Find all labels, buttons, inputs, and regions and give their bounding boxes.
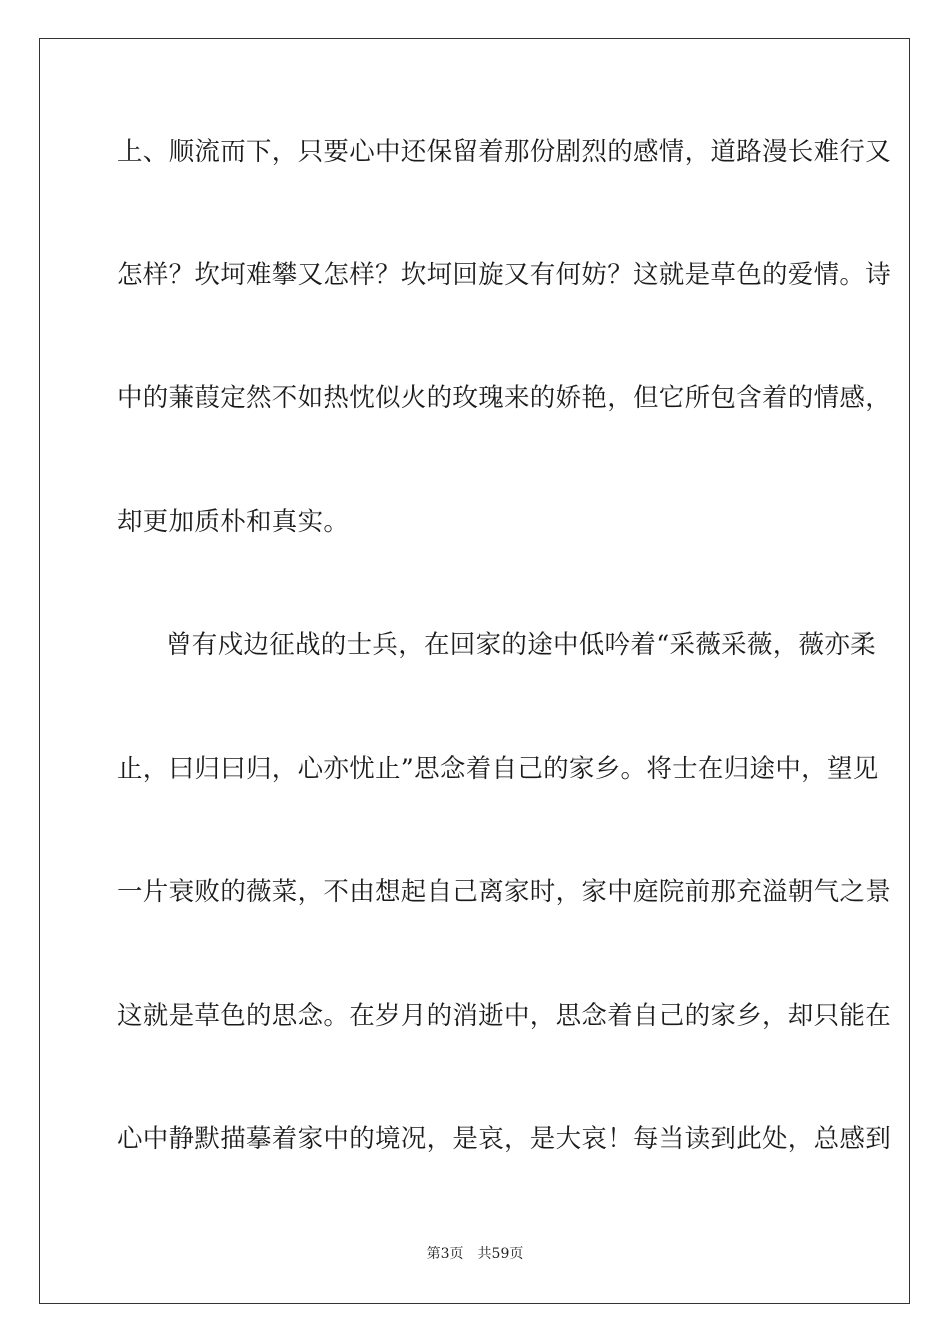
body-text-line-4: 却更加质朴和真实。 — [117, 507, 350, 537]
body-text-line-9: 心中静默描摹着家中的境况，是哀，是大哀！每当读到此处，总感到 — [117, 1124, 892, 1154]
body-text-line-6: 止，曰归曰归，心亦忧止”思念着自己的家乡。将士在归途中，望见 — [117, 754, 879, 784]
current-page-number: 第3页 — [426, 1246, 464, 1262]
body-text-line-3: 中的蒹葭定然不如热忱似火的玫瑰来的娇艳，但它所包含着的情感， — [117, 383, 892, 413]
page-border — [39, 38, 910, 1304]
body-text-line-1: 上、顺流而下，只要心中还保留着那份剧烈的感情，道路漫长难行又 — [117, 137, 892, 167]
body-text-line-8: 这就是草色的思念。在岁月的消逝中，思念着自己的家乡，却只能在 — [117, 1001, 892, 1031]
body-text-line-2: 怎样？坎坷难攀又怎样？坎坷回旋又有何妨？这就是草色的爱情。诗 — [117, 260, 892, 290]
total-pages: 共59页 — [477, 1246, 524, 1262]
body-text-line-5: 曾有戍边征战的士兵，在回家的途中低吟着“采薇采薇，薇亦柔 — [166, 630, 876, 660]
page-footer — [0, 1245, 950, 1263]
body-text-line-7: 一片衰败的薇菜，不由想起自己离家时，家中庭院前那充溢朝气之景 — [117, 877, 892, 907]
